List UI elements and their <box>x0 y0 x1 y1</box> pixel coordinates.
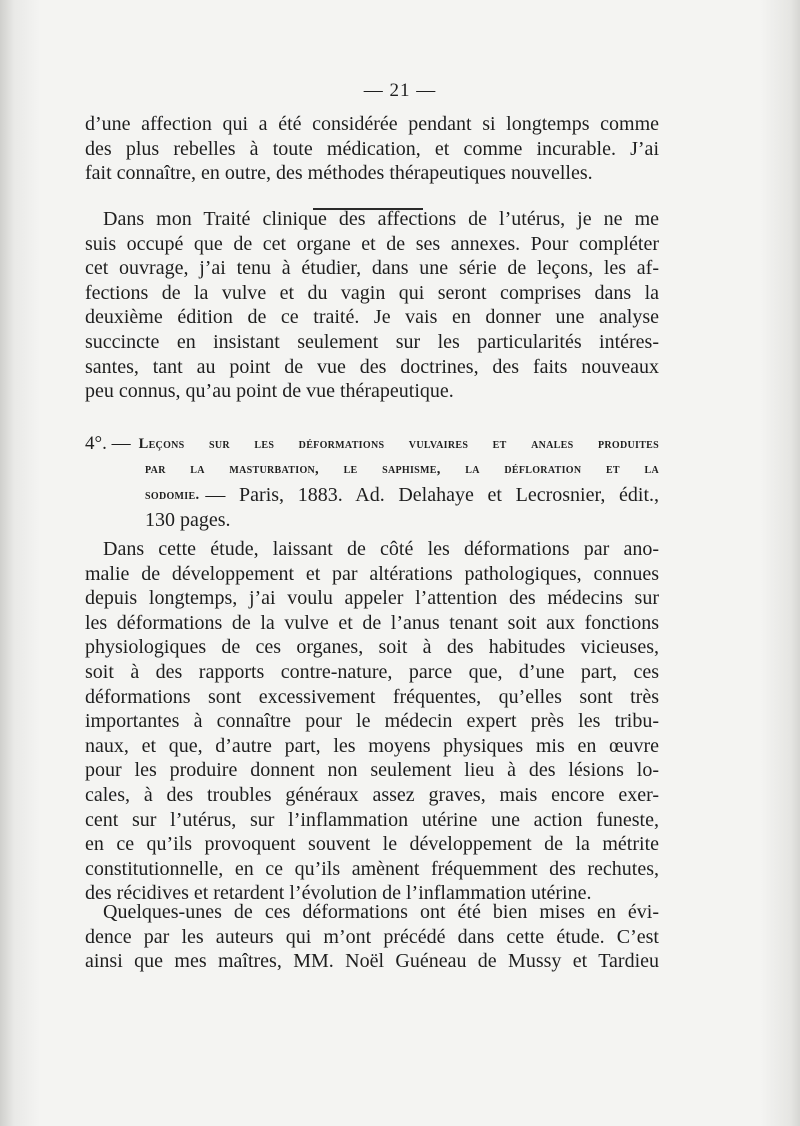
text-line: malie de développement et par altérations pathologiques, connues <box>85 562 659 585</box>
text-line: Dans cette étude, laissant de côté les déformations par ano- <box>103 538 659 560</box>
entry-continuation <box>85 456 659 532</box>
entry-number: 4°. <box>85 433 107 454</box>
text-line: peu connus, qu’au point de vue thérapeutique. <box>85 380 454 403</box>
text-line: naux, et que, d’autre part, les moyens physiques mis en œuvre <box>85 734 659 757</box>
text-line: cet ouvrage, j’ai tenu à étudier, dans une série de leçons, les af- <box>85 257 659 280</box>
entry-publication-line <box>145 483 659 508</box>
entry-heading-line <box>85 432 659 456</box>
text-line: Dans mon Traité clinique des affections de l’utérus, je ne me <box>103 208 659 230</box>
text-line: importantes à connaître pour le médecin expert près les tribu- <box>85 710 659 733</box>
text-line: Quelques-unes de ces déformations ont été bien mises en évi- <box>103 901 659 923</box>
entry-title: par la masturbation, le saphisme, la défloration et la <box>145 461 659 477</box>
page-number: — 21 — <box>363 80 437 101</box>
text-line: pour les produire donnent non seulement lieu à des lésions lo- <box>85 759 659 782</box>
text-line: suis occupé que de cet organe et de ses annexes. Pour compléter <box>85 232 659 255</box>
text-line: cales, à des troubles généraux assez graves, mais encore exer- <box>85 783 659 806</box>
entry-pages: 130 pages. <box>145 508 231 531</box>
paragraph-etude <box>85 537 659 906</box>
text-line: des récidives et retardent l’évolution de l’inflammation utérine. <box>85 882 592 905</box>
text-line: santes, tant au point de vue des doctrines, des faits nouveaux <box>85 355 659 378</box>
entry-title: Leçons sur les déformations vulvaires et anales produites <box>138 436 659 452</box>
text-line: d’une affection qui a été considérée pendant si longtemps comme <box>85 113 659 135</box>
paragraph-continuation <box>85 112 659 186</box>
text-line: physiologiques de ces organes, soit à des habitudes vicieuses, <box>85 636 659 659</box>
text-line: fait connaître, en outre, des méthodes thérapeutiques nouvelles. <box>85 162 593 185</box>
text-line: depuis longtemps, j’ai voulu appeler l’attention des médecins sur <box>85 587 659 610</box>
entry-title: sodomie. <box>145 487 200 503</box>
paragraph-traite <box>85 207 659 404</box>
text-line: en ce qu’ils provoquent souvent le développement de la métrite <box>85 833 659 856</box>
text-line: fections de la vulve et du vagin qui seront comprises dans la <box>85 281 659 304</box>
text-line: soit à des rapports contre-nature, parce que, d’une part, ces <box>85 660 659 683</box>
entry-publisher: — Paris, 1883. Ad. Delahaye et Lecrosnier, édit., <box>205 484 659 506</box>
text-line: des plus rebelles à toute médication, et comme incurable. J’ai <box>85 137 659 160</box>
paragraph-quelques-unes <box>85 900 659 974</box>
text-line: succincte en insistant seulement sur les particularités intéres- <box>85 330 659 353</box>
text-line: cent sur l’utérus, sur l’inflammation utérine une action funeste, <box>85 808 659 831</box>
bibliography-entry <box>85 432 659 532</box>
text-line: ainsi que mes maîtres, MM. Noël Guéneau de Mussy et Tardieu <box>85 950 659 973</box>
text-line: déformations sont excessivement fréquentes, qu’elles sont très <box>85 685 659 708</box>
text-line: constitutionnelle, en ce qu’ils amènent fréquemment des rechutes, <box>85 857 659 880</box>
text-line: les déformations de la vulve et de l’anus tenant soit aux fonctions <box>85 611 659 634</box>
text-line: deuxième édition de ce traité. Je vais en donner une analyse <box>85 306 659 329</box>
entry-dash: — <box>111 433 131 454</box>
text-line: dence par les auteurs qui m’ont précédé dans cette étude. C’est <box>85 925 659 948</box>
